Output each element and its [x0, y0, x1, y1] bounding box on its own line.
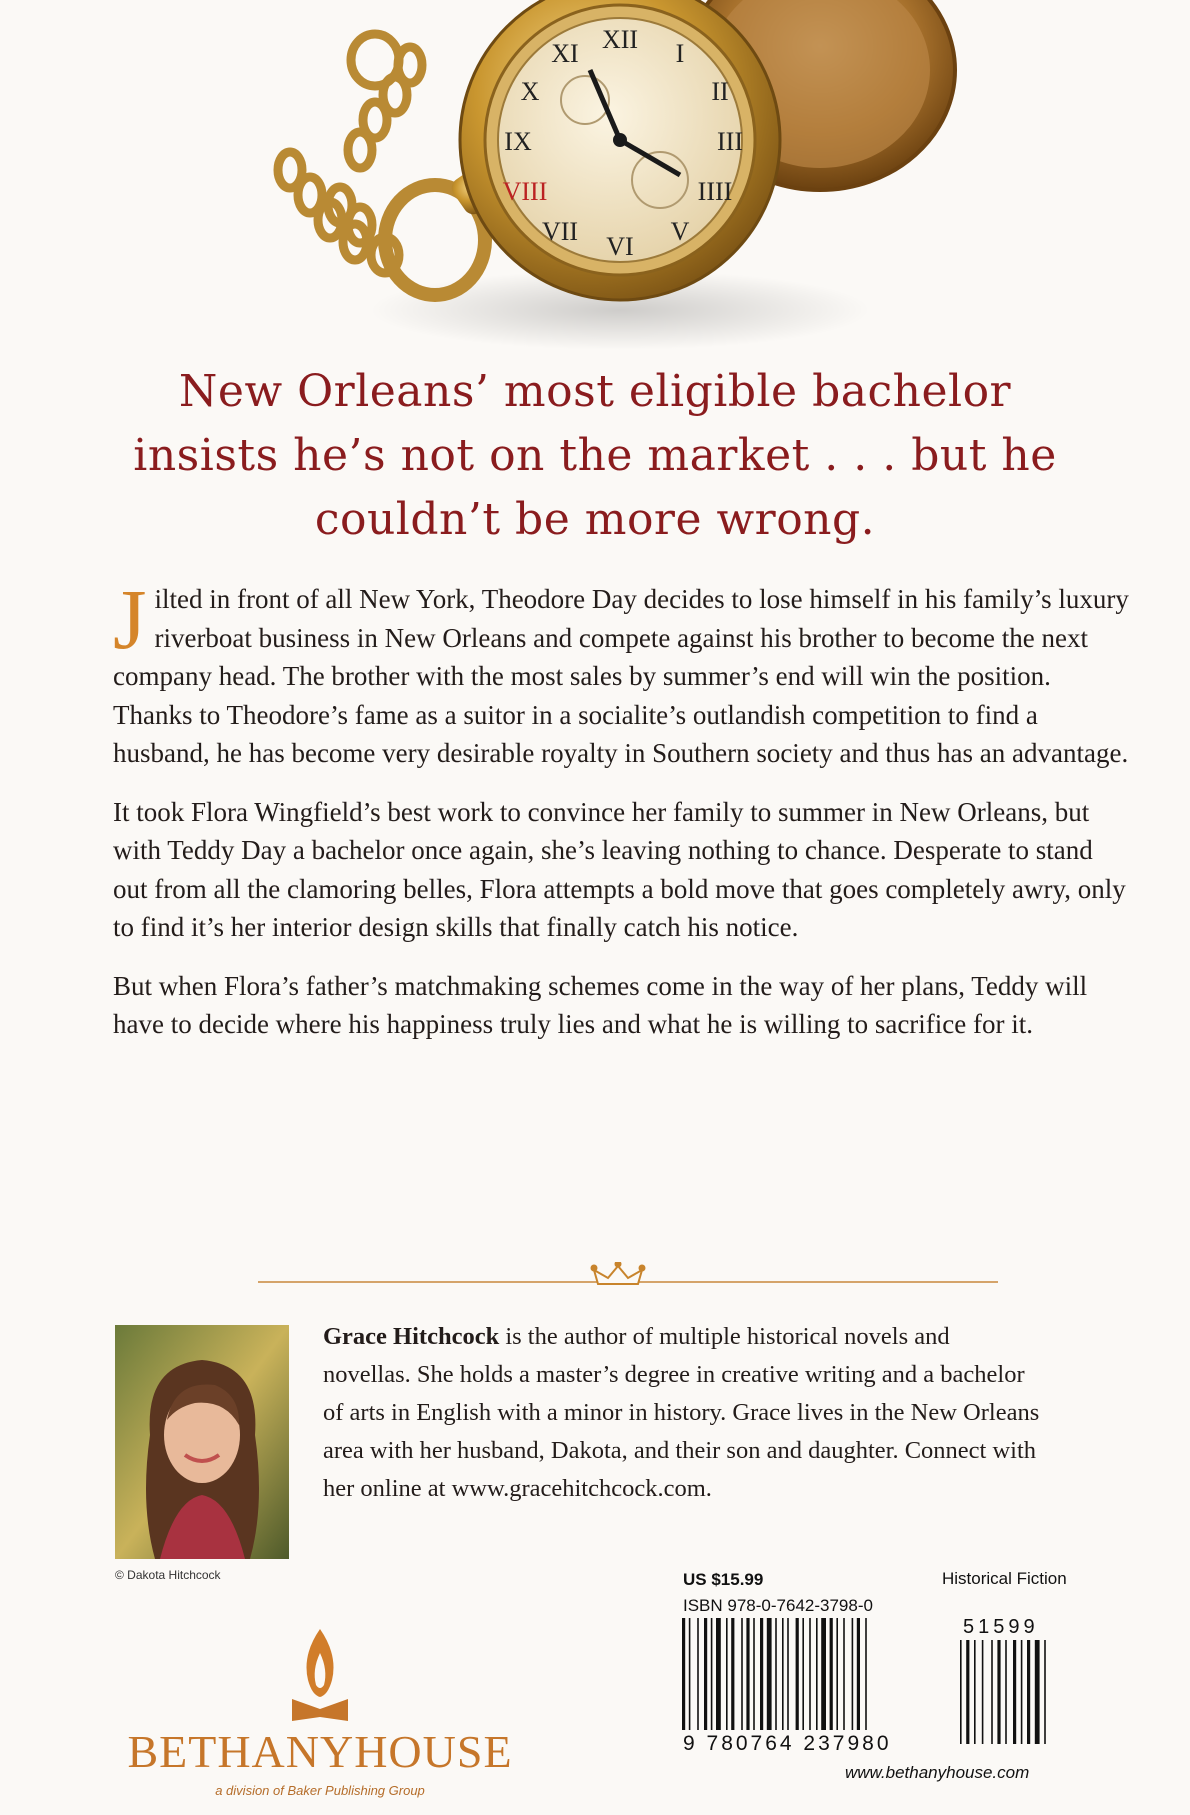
price-code: 51599 — [963, 1616, 1039, 1638]
book-description — [113, 571, 1133, 1064]
description-paragraph-1 — [113, 571, 1133, 773]
svg-text:I: I — [675, 39, 685, 68]
author-name: Grace Hitchcock — [323, 1323, 500, 1350]
publisher-subtitle: a division of Baker Publishing Group — [215, 1783, 425, 1798]
crown-icon — [592, 1262, 645, 1284]
tagline — [60, 360, 1130, 552]
svg-text:II: II — [711, 77, 729, 106]
svg-text:VIII: VIII — [502, 177, 548, 206]
author-bio — [323, 1318, 1043, 1508]
svg-text:XII: XII — [601, 25, 639, 54]
svg-text:XI: XI — [551, 39, 579, 68]
author-photo — [115, 1325, 289, 1559]
price: US $15.99 — [683, 1570, 764, 1589]
svg-text:IIII: IIII — [697, 177, 733, 206]
isbn: ISBN 978-0-7642-3798-0 — [683, 1596, 873, 1615]
description-paragraph-2: It took Flora Wingfield’s best work to convince her family to summer in New Orleans, but with Teddy Day a bachelor once again, she’s leaving nothing to chance. Desperate to stand out from all the clamoring belles, Flora attempts a bold move that goes completely awry, only to find it’s her interior design skills that finally catch his notice. — [113, 796, 1126, 942]
svg-text:V: V — [670, 217, 690, 246]
svg-text:VII: VII — [541, 217, 579, 246]
tagline-line-3: couldn’t be more wrong. — [314, 494, 876, 545]
publisher-url: www.bethanyhouse.com — [845, 1763, 1030, 1782]
drop-cap: J — [113, 571, 147, 667]
svg-text:VI: VI — [606, 232, 634, 261]
tagline-line-1: New Orleans’ most eligible bachelor — [178, 366, 1012, 417]
svg-text:IX: IX — [504, 127, 532, 156]
svg-text:X: X — [520, 77, 540, 106]
barcode-number: 9 780764 237980 — [683, 1732, 892, 1755]
tagline-line-2: insists he’s not on the market . . . but he — [133, 430, 1057, 481]
publisher-name: BETHANYHOUSE — [127, 1726, 513, 1777]
svg-text:III: III — [717, 127, 743, 156]
photo-credit: © Dakota Hitchcock — [115, 1568, 221, 1582]
paragraph-1-text: ilted in front of all New York, Theodore Day decides to lose himself in his family’s luxury riverboat business in New Orleans and compete against his brother to become the next company head. The brother with the most sales by summer’s end will win the position. Thanks to Theodore’s fame as a suitor in a socialite’s outlandish competition to find a husband, he has become very desirable royalty in Southern society and thus has an advantage. — [113, 584, 1129, 768]
publisher-logo — [110, 1625, 530, 1815]
description-paragraph-3: But when Flora’s father’s matchmaking schemes come in the way of her plans, Teddy will have to decide where his happiness truly lies and what he is willing to sacrifice for it. — [113, 970, 1088, 1039]
genre-label: Historical Fiction — [942, 1569, 1067, 1588]
pocket-watch-image — [260, 0, 960, 360]
author-bio-text: is the author of multiple historical novels and novellas. She holds a master’s degree in creative writing and a bachelor of arts in English with a minor in history. Grace lives in the New Orleans area with her husband, Dakota, and their son and daughter. Connect with her online at www.gracehitchcock.com. — [323, 1323, 1040, 1502]
crown-divider — [258, 1262, 998, 1292]
flame-book-icon — [288, 1625, 352, 1725]
